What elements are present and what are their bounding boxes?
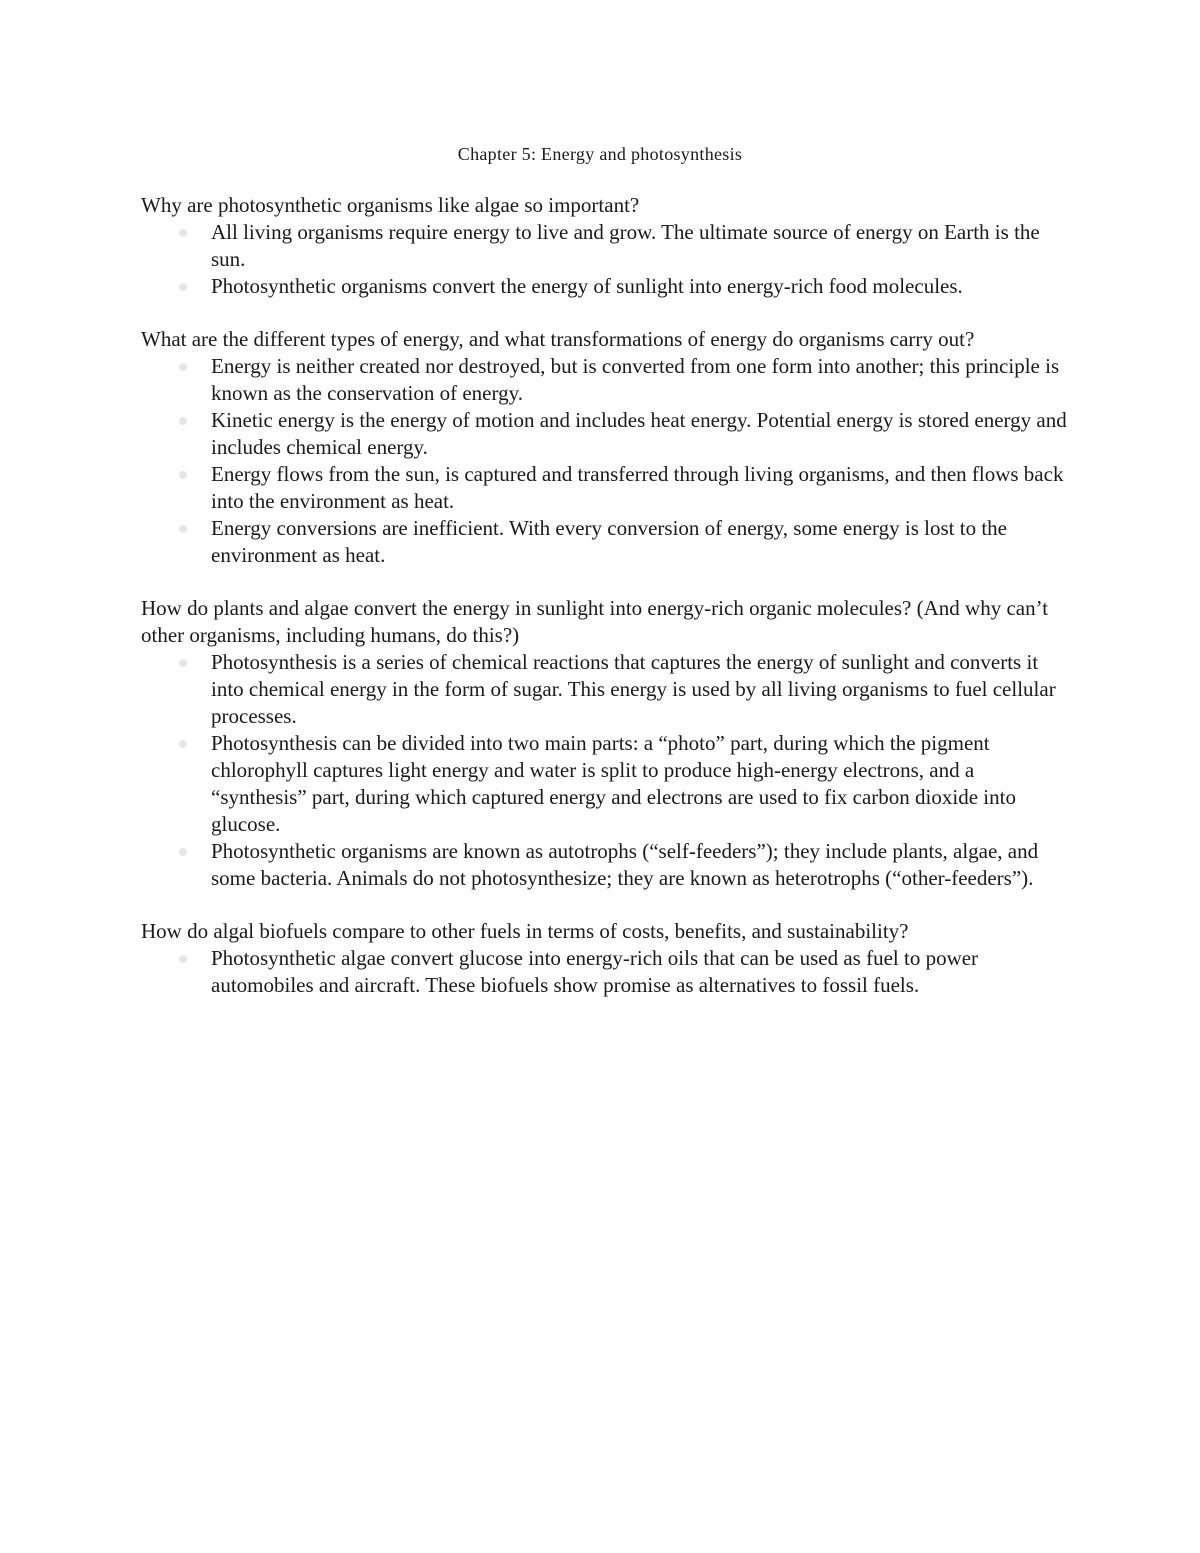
list-item-text: Energy is neither created nor destroyed, but is converted from one form into another; this principle is known as the conservation of energy.	[211, 354, 1060, 405]
list-item	[141, 838, 1071, 892]
list-item	[141, 273, 1071, 300]
list-item	[141, 461, 1071, 515]
list-item-text: Photosynthesis can be divided into two main parts: a “photo” part, during which the pigment chlorophyll captures light energy and water is split to produce high-energy electrons, and a “synthesis” part, during which captured energy and electrons are used to fix carbon dioxide into glucose.	[211, 731, 1016, 836]
list-item	[141, 649, 1071, 730]
list-item	[141, 730, 1071, 838]
list-item-text: Photosynthesis is a series of chemical reactions that captures the energy of sunlight and converts it into chemical energy in the form of sugar. This energy is used by all living organisms to fuel cellular processes.	[211, 650, 1056, 728]
bullet-icon	[179, 229, 187, 237]
list-item	[141, 353, 1071, 407]
list-item-text: Energy conversions are inefficient. With every conversion of energy, some energy is lost to the environment as heat.	[211, 516, 1007, 567]
list-item	[141, 407, 1071, 461]
list-item-text: Kinetic energy is the energy of motion and includes heat energy. Potential energy is stored energy and includes chemical energy.	[211, 408, 1067, 459]
section-question: What are the different types of energy, and what transformations of energy do organisms carry out?	[141, 327, 975, 351]
section-question: How do algal biofuels compare to other fuels in terms of costs, benefits, and sustainability?	[141, 919, 909, 943]
document-body	[141, 192, 1071, 1025]
bullet-icon	[179, 417, 187, 425]
list-item-text: Photosynthetic algae convert glucose into energy-rich oils that can be used as fuel to power automobiles and aircraft. These biofuels show promise as alternatives to fossil fuels.	[211, 946, 979, 997]
bullet-icon	[179, 659, 187, 667]
section-1	[141, 192, 1071, 300]
bullet-icon	[179, 283, 187, 291]
section-3	[141, 595, 1071, 892]
bullet-icon	[179, 363, 187, 371]
bullet-icon	[179, 525, 187, 533]
bullet-icon	[179, 740, 187, 748]
bullet-list	[141, 649, 1071, 892]
bullet-list	[141, 219, 1071, 300]
bullet-list	[141, 353, 1071, 569]
bullet-list	[141, 945, 1071, 999]
list-item-text: All living organisms require energy to live and grow. The ultimate source of energy on Earth is the sun.	[211, 220, 1040, 271]
list-item-text: Photosynthetic organisms are known as autotrophs (“self-feeders”); they include plants, algae, and some bacteria. Animals do not photosynthesize; they are known as heterotrophs (“other-feeders”).	[211, 839, 1039, 890]
bullet-icon	[179, 955, 187, 963]
list-item-text: Photosynthetic organisms convert the energy of sunlight into energy-rich food molecules.	[211, 274, 963, 298]
list-item	[141, 515, 1071, 569]
page-title: Chapter 5: Energy and photosynthesis	[457, 144, 743, 164]
section-question: How do plants and algae convert the energy in sunlight into energy-rich organic molecules? (And why can’t other organisms, including humans, do this?)	[141, 596, 1049, 647]
section-4	[141, 918, 1071, 999]
list-item	[141, 945, 1071, 999]
bullet-icon	[179, 848, 187, 856]
list-item-text: Energy flows from the sun, is captured and transferred through living organisms, and then flows back into the environment as heat.	[211, 462, 1064, 513]
bullet-icon	[179, 471, 187, 479]
section-question: Why are photosynthetic organisms like algae so important?	[141, 193, 640, 217]
list-item	[141, 219, 1071, 273]
section-2	[141, 326, 1071, 569]
